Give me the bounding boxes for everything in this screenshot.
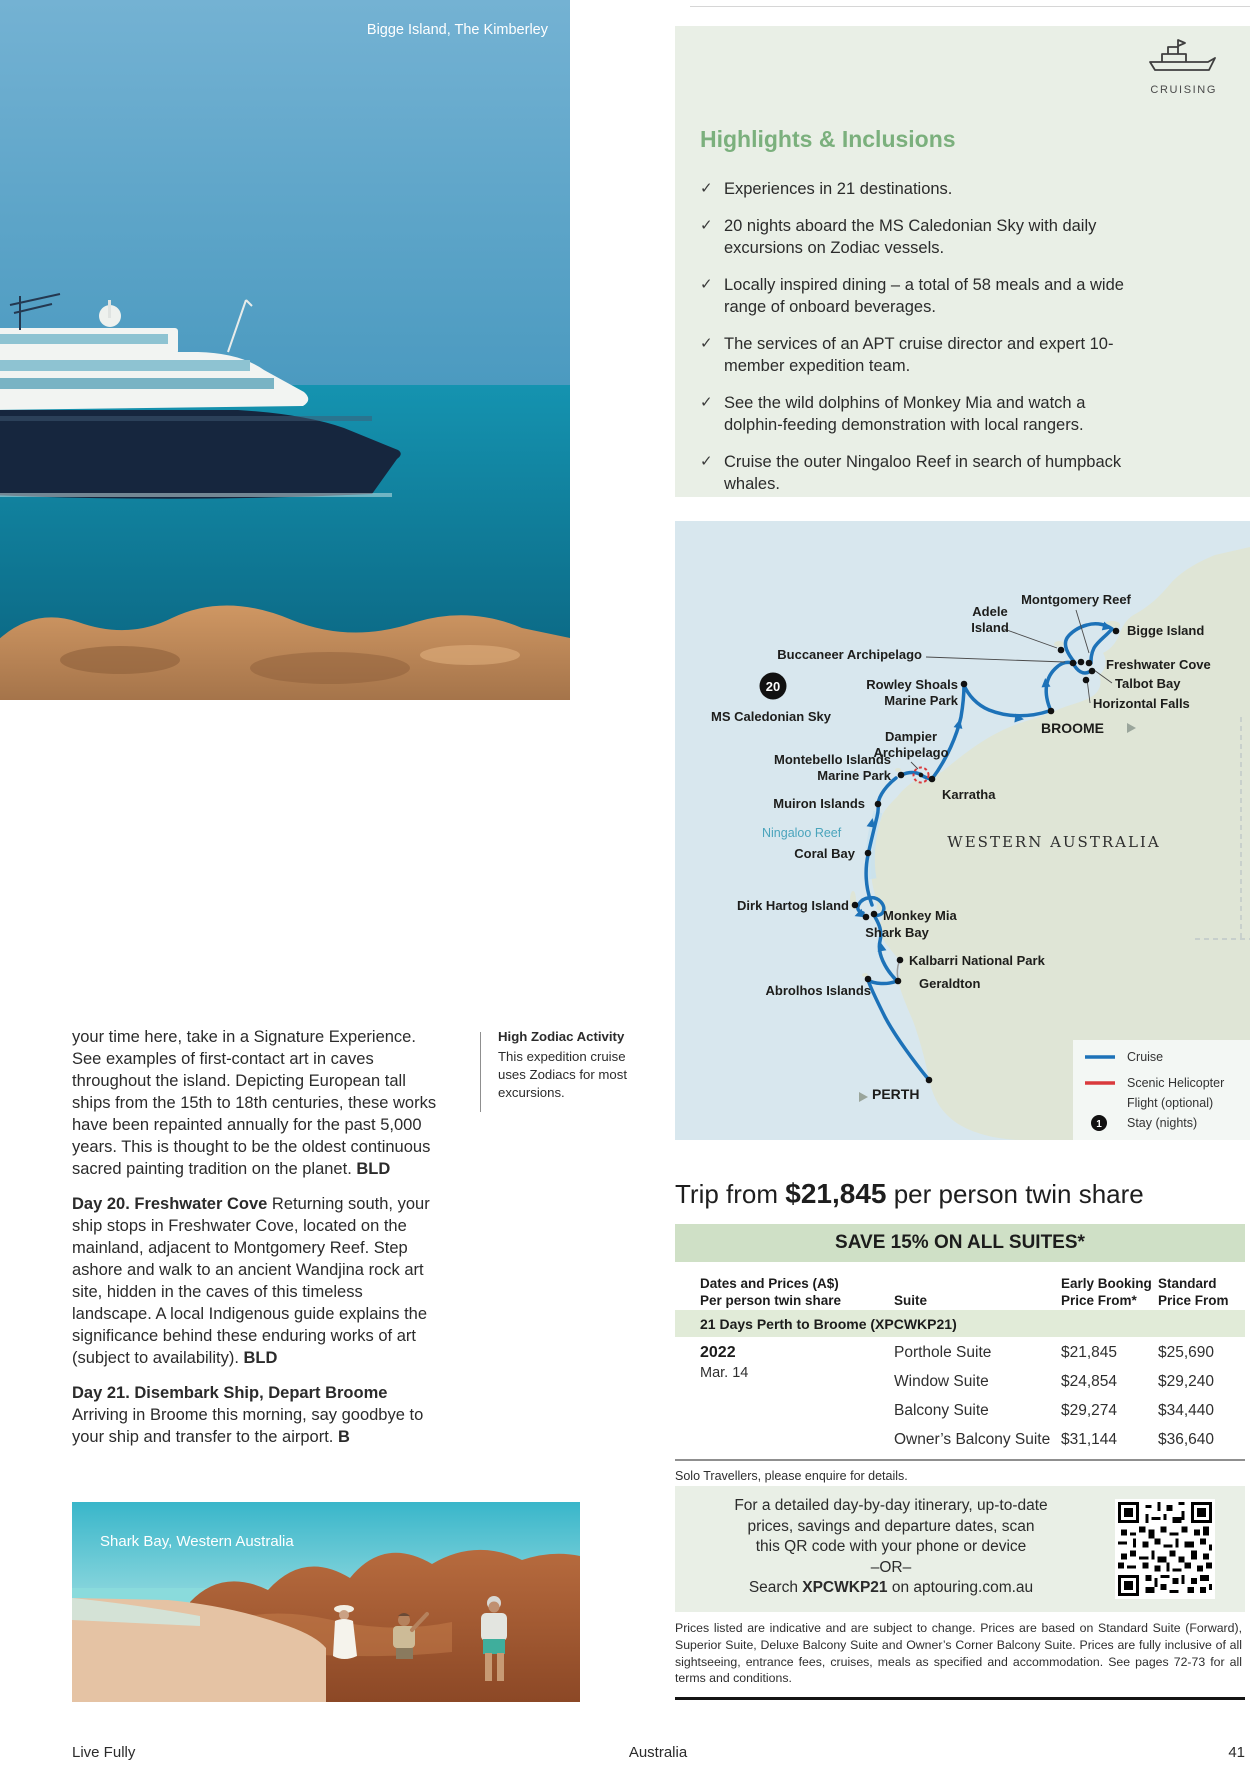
map-label-karratha: Karratha [942, 787, 996, 802]
trip-from-line: Trip from $21,845 per person twin share [675, 1178, 1144, 1209]
svg-text:1: 1 [1096, 1119, 1102, 1130]
top-rule [690, 6, 1250, 7]
early-price: $29,274 [1061, 1402, 1118, 1419]
check-icon: ✓ [700, 452, 713, 470]
map-label-geraldton: Geraldton [919, 976, 981, 991]
map-label-adele-1: Adele [972, 604, 1008, 619]
meal-code: BLD [356, 1160, 391, 1178]
cruising-ship-icon [1144, 36, 1220, 78]
departure-date: Mar. 14 [700, 1365, 749, 1381]
zodiac-note-title: High Zodiac Activity [498, 1029, 625, 1044]
stay-badge [760, 673, 787, 700]
itinerary-text [72, 1026, 446, 1461]
footer-tagline: Live Fully [72, 1744, 136, 1761]
map-label-dampier-2: Archipelago [873, 745, 949, 760]
category-label: CRUISING [1150, 84, 1217, 96]
svg-text:Scenic Helicopter: Scenic Helicopter [1127, 1076, 1225, 1090]
qr-code [1115, 1499, 1215, 1599]
bottom-photo-caption: Shark Bay, Western Australia [100, 1533, 294, 1550]
map-label-adele-2: Island [971, 620, 1009, 635]
qr-panel [675, 1486, 1245, 1612]
save-banner: SAVE 15% ON ALL SUITES* [675, 1224, 1245, 1262]
map-label-dampier-1: Dampier [884, 729, 938, 744]
early-price: $24,854 [1061, 1373, 1118, 1390]
map-label-kalbarri-national-park: Kalbarri National Park [909, 953, 1045, 968]
map-label-freshwater-cove: Freshwater Cove [1106, 657, 1211, 672]
route-map [675, 521, 1250, 1140]
highlight-item: ✓ The services of an APT cruise director and expert 10-member expedition team. [700, 333, 1130, 378]
suite-name: Porthole Suite [894, 1344, 992, 1361]
svg-text:Cruise: Cruise [1127, 1050, 1164, 1064]
map-label-western-australia: WESTERN AUSTRALIA [947, 833, 1161, 851]
check-icon: ✓ [700, 216, 713, 234]
standard-price: $25,690 [1158, 1344, 1215, 1361]
map-label-perth: PERTH [872, 1086, 920, 1102]
map-label-abrolhos-islands: Abrolhos Islands [765, 983, 871, 998]
qr-instructions: For a detailed day-by-day itinerary, up-to-date prices, savings and departure dates, scan this QR code with your phone or device –OR– Search XPCWKP21 on aptouring.com.au [734, 1497, 1048, 1596]
hero-caption: Bigge Island, The Kimberley [366, 22, 548, 38]
map-label-broome: BROOME [1041, 720, 1104, 736]
solo-note: Solo Travellers, please enquire for details. [675, 1469, 908, 1483]
highlight-item: ✓ Locally inspired dining – a total of 58 meals and a wide range of onboard beverages. [700, 274, 1130, 319]
map-label-shark-bay: Shark Bay [865, 925, 929, 940]
highlight-item: ✓ 20 nights aboard the MS Caledonian Sky with daily excursions on Zodiac vessels. [700, 215, 1130, 260]
footer-section: Australia [628, 1744, 688, 1761]
footer-page-number: 41 [1228, 1744, 1245, 1761]
highlight-item: ✓ See the wild dolphins of Monkey Mia and watch a dolphin-feeding demonstration with local rangers. [700, 392, 1130, 437]
meal-code: B [337, 1428, 350, 1446]
map-label-horizontal-falls: Horizontal Falls [1093, 696, 1190, 711]
svg-text:20: 20 [765, 679, 781, 694]
map-label-ms-caledonian-sky: MS Caledonian Sky [711, 709, 831, 724]
suite-name: Balcony Suite [894, 1402, 989, 1419]
map-label-rowley-1: Rowley Shoals [866, 677, 958, 692]
svg-text:Stay (nights): Stay (nights) [1127, 1116, 1198, 1130]
itinerary-paragraph: your time here, take in a Signature Experience. See examples of first-contact art in caves throughout the island. Depicting European tall ships from the 15th to 18th centuries, these works have been repainted annually for the past 5,000 years. This is thought to be the oldest continuous sacred painting tradition on the planet. BLD [72, 1028, 437, 1178]
bottom-rule [675, 1697, 1245, 1700]
map-label-monkey-mia: Monkey Mia [883, 908, 957, 923]
col-header-dates: Dates and Prices (A$) Per person twin share [700, 1276, 842, 1308]
zodiac-note [498, 1028, 630, 1102]
map-label-coral-bay: Coral Bay [794, 846, 855, 861]
zodiac-note-text: This expedition cruise uses Zodiacs for most excursions. [498, 1049, 627, 1100]
meal-code: BLD [243, 1349, 278, 1367]
suite-name: Window Suite [894, 1373, 989, 1390]
itinerary-paragraph: Day 21. Disembark Ship, Depart Broome Arriving in Broome this morning, say goodbye to your ship and transfer to the airport. B [72, 1384, 424, 1446]
col-header-early: Early Booking Price From* [1061, 1276, 1152, 1308]
map-label-talbot-bay: Talbot Bay [1115, 676, 1181, 691]
highlights-panel [675, 26, 1250, 497]
shark-bay-photo [72, 1502, 580, 1702]
col-header-suite: Suite [894, 1293, 928, 1308]
standard-price: $34,440 [1158, 1402, 1215, 1419]
highlights-list [700, 178, 1130, 510]
map-label-buccaneer: Buccaneer Archipelago [777, 647, 922, 662]
map-label-bigge-island: Bigge Island [1127, 623, 1205, 638]
early-price: $21,845 [1061, 1344, 1118, 1361]
check-icon: ✓ [700, 334, 713, 352]
highlight-item: ✓ Experiences in 21 destinations. [700, 178, 1130, 201]
table-rule [675, 1459, 1245, 1461]
map-label-ningaloo-reef: Ningaloo Reef [762, 826, 842, 840]
map-legend [1073, 1040, 1250, 1140]
early-price: $31,144 [1061, 1431, 1118, 1448]
tour-code-row: 21 Days Perth to Broome (XPCWKP21) [675, 1310, 1245, 1337]
departure-year: 2022 [700, 1344, 736, 1361]
hero-photo [0, 0, 570, 700]
map-label-rowley-2: Marine Park [884, 693, 958, 708]
itinerary-paragraph: Day 20. Freshwater Cove Returning south, your ship stops in Freshwater Cove, located on the mainland, adjacent to Montgomery Reef. Step ashore and walk to an ancient Wandjina rock art site, hidden in the caves of this timeless landscape. A local Indigenous guide explains the significance behind these enduring works of art (subject to availability). BLD [72, 1195, 430, 1367]
check-icon: ✓ [700, 393, 713, 411]
standard-price: $36,640 [1158, 1431, 1215, 1448]
check-icon: ✓ [700, 180, 713, 197]
svg-text:Flight (optional): Flight (optional) [1127, 1096, 1214, 1110]
highlight-item: ✓ Cruise the outer Ningaloo Reef in search of humpback whales. [700, 451, 1130, 496]
check-icon: ✓ [700, 275, 713, 293]
map-label-montgomery-reef: Montgomery Reef [1021, 592, 1131, 607]
column-divider [480, 1032, 481, 1112]
map-label-montebello-2: Marine Park [817, 768, 891, 783]
highlights-title: Highlights & Inclusions [700, 126, 956, 152]
map-label-muiron-islands: Muiron Islands [773, 796, 865, 811]
map-label-montebello-1: Montebello Islands [773, 752, 891, 767]
map-label-dirk-hartog-island: Dirk Hartog Island [737, 898, 849, 913]
suite-name: Owner’s Balcony Suite [894, 1431, 1051, 1448]
fine-print: Prices listed are indicative and are subject to change. Prices are based on Standard Suite (Forward), Superior Suite, Deluxe Balcony Suite and Owner’s Corner Balcony Suite. Prices are fully inclusive of all sightseeing, entrance fees, cruises, meals as specified and accommodation. See pages 72-73 for all terms and conditions. [675, 1621, 1242, 1686]
standard-price: $29,240 [1158, 1373, 1215, 1390]
col-header-standard: Standard Price From [1158, 1276, 1229, 1308]
trip-price: $21,845 [785, 1178, 887, 1209]
